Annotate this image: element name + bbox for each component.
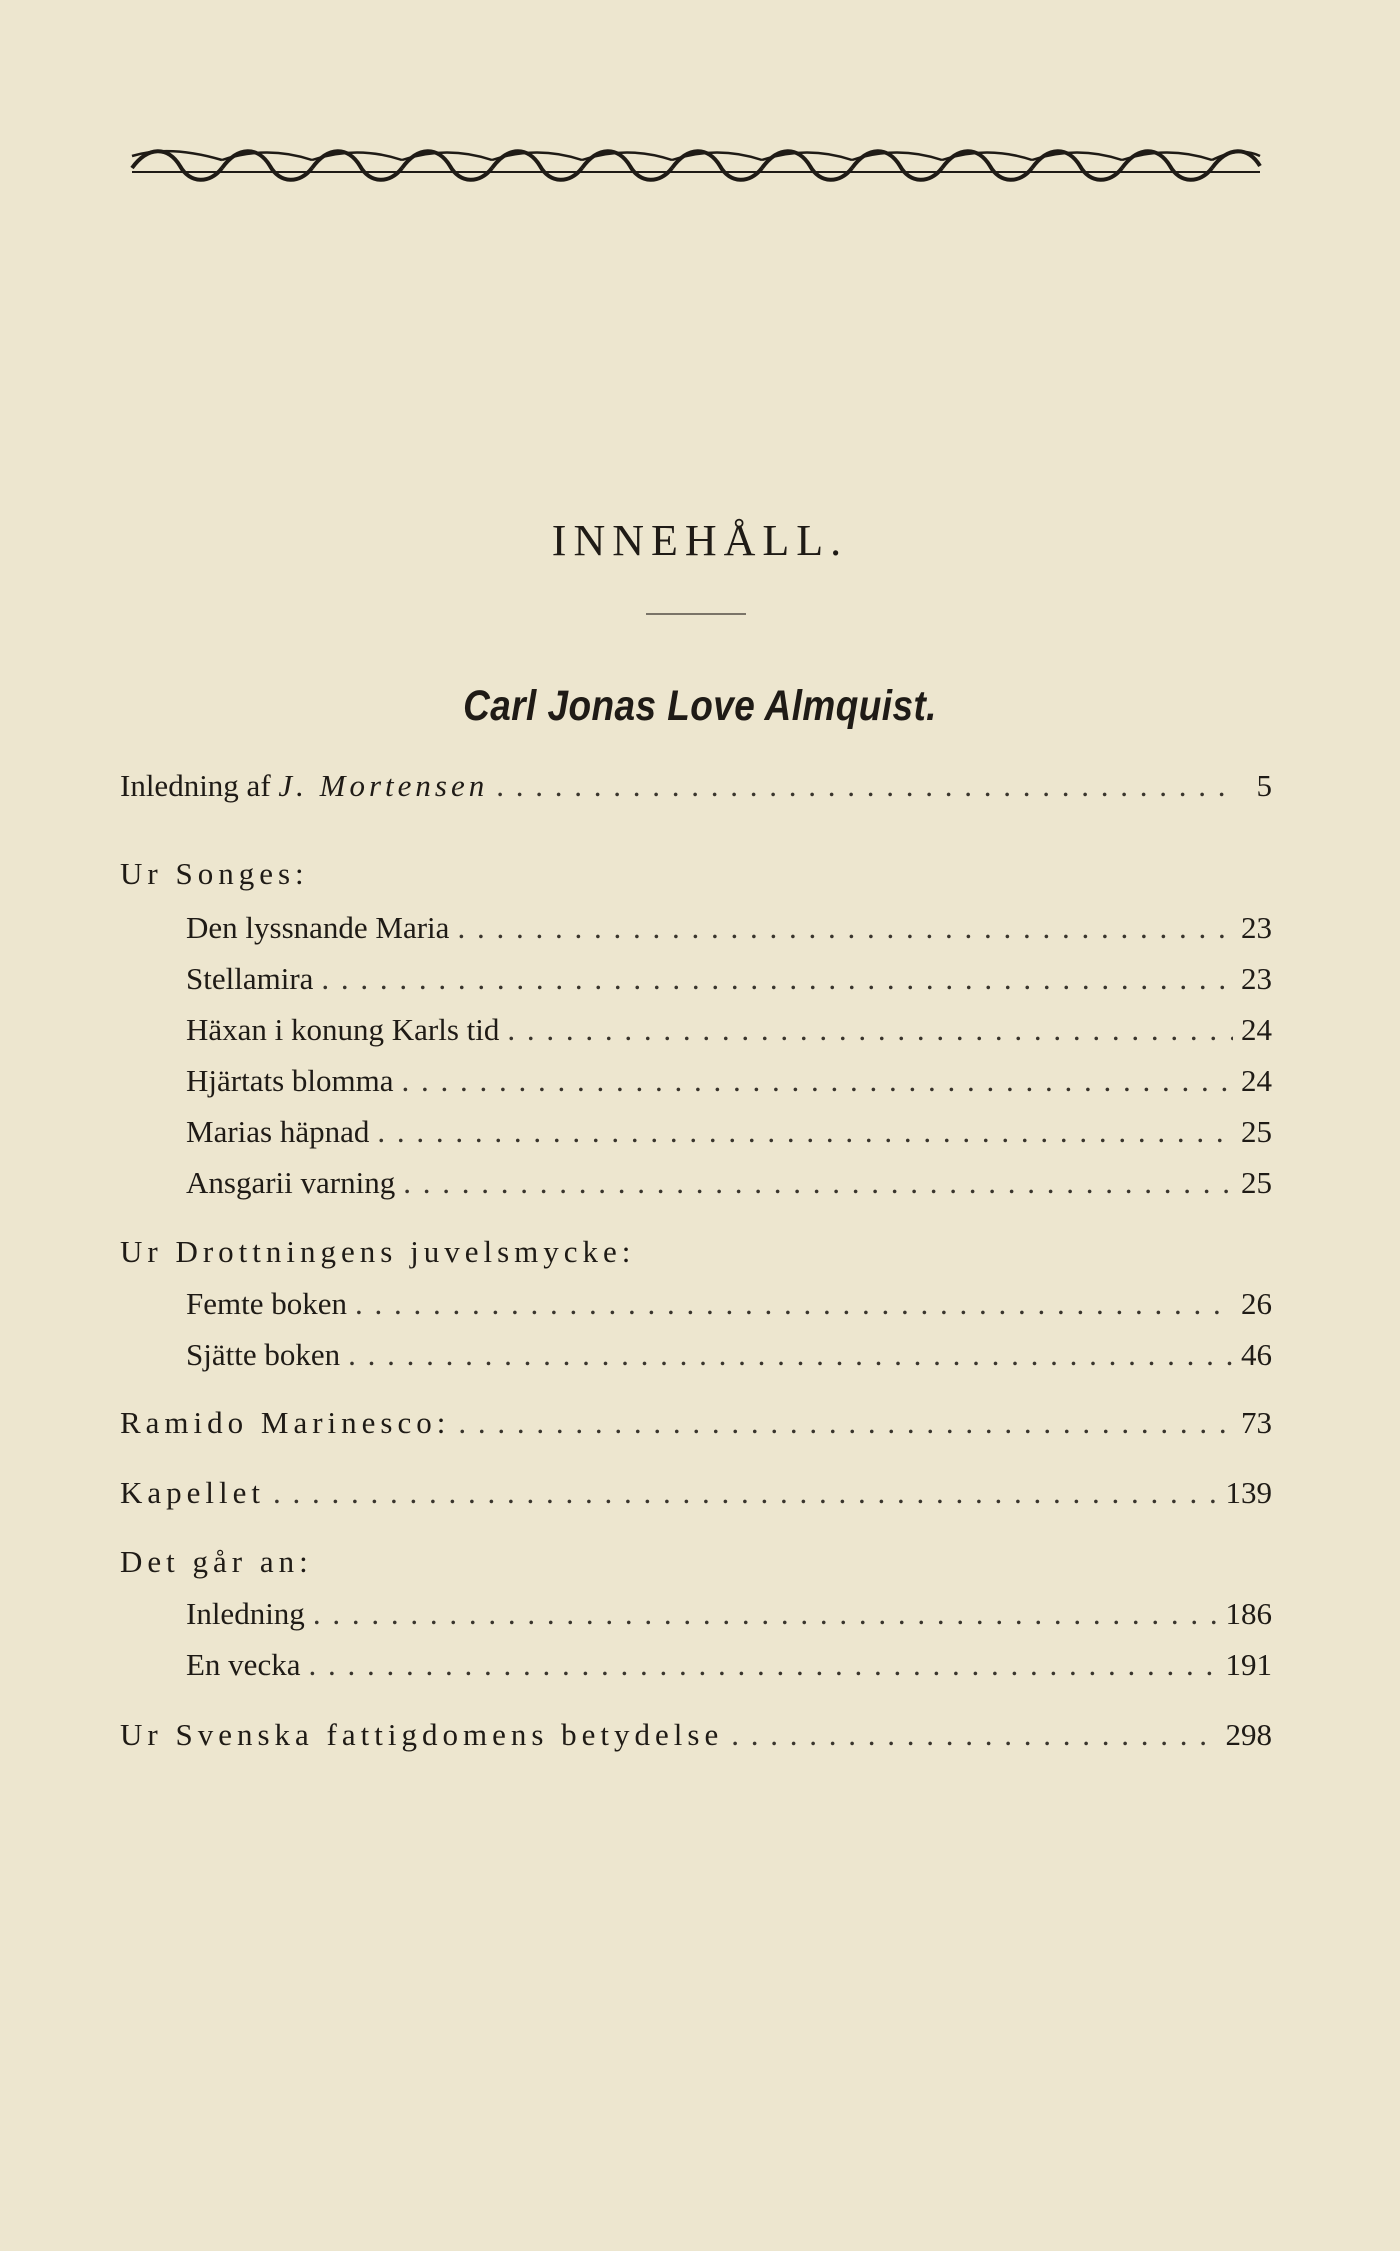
- decorative-border-ornament: [128, 138, 1264, 198]
- toc-page-number: 24: [1241, 1012, 1272, 1047]
- leader-dots: [377, 1114, 1233, 1150]
- toc-entry-label: Ur Svenska fattigdomens betydelse: [120, 1717, 724, 1752]
- toc-section-det-gar-an: Det går an:: [120, 1544, 313, 1579]
- toc-entry-label: Kapellet: [120, 1475, 266, 1510]
- toc-entry-svenska-fattigdomens-betydelse[interactable]: [120, 1717, 1272, 1757]
- toc-entry-label: Stellamira: [186, 961, 314, 996]
- toc-entry-label: Inledning: [186, 1596, 305, 1631]
- toc-page-number: 73: [1241, 1405, 1272, 1440]
- intro-label-prefix: Inledning af: [120, 768, 279, 803]
- toc-entry-ramido-marinesco[interactable]: [120, 1405, 1272, 1445]
- toc-page-number: 298: [1225, 1717, 1272, 1752]
- toc-entry-label: Ramido Marinesco:: [120, 1405, 451, 1440]
- leader-dots: [321, 961, 1233, 997]
- toc-page-number: 25: [1241, 1165, 1272, 1200]
- toc-page-number: 186: [1225, 1596, 1272, 1631]
- leader-dots: [458, 1405, 1233, 1441]
- toc-entry[interactable]: [186, 910, 1272, 950]
- leader-dots: [308, 1647, 1217, 1683]
- toc-entry-label: En vecka: [186, 1647, 301, 1682]
- toc-page-number: 23: [1241, 961, 1272, 996]
- toc-entry[interactable]: [186, 1165, 1272, 1205]
- leader-dots: [496, 768, 1234, 804]
- toc-entry-label: Hjärtats blomma: [186, 1063, 394, 1098]
- toc-entry[interactable]: [186, 1114, 1272, 1154]
- toc-entry-label: Sjätte boken: [186, 1337, 341, 1372]
- intro-label-author: J. Mortensen: [278, 768, 489, 803]
- toc-entry-label: Femte boken: [186, 1286, 347, 1321]
- toc-entry[interactable]: [186, 961, 1272, 1001]
- toc-entry[interactable]: [186, 1647, 1272, 1687]
- leader-dots: [457, 910, 1233, 946]
- leader-dots: [313, 1596, 1218, 1632]
- divider-rule: [646, 613, 746, 615]
- toc-section-ur-songes: Ur Songes:: [120, 856, 309, 891]
- author-heading: Carl Jonas Love Almquist.: [463, 682, 937, 730]
- leader-dots: [403, 1165, 1233, 1201]
- toc-page-number: 191: [1225, 1647, 1272, 1682]
- toc-entry[interactable]: [186, 1596, 1272, 1636]
- toc-section-drottningens-juvelsmycke: Ur Drottningens juvelsmycke:: [120, 1234, 636, 1269]
- toc-page-number: 25: [1241, 1114, 1272, 1149]
- page-title: INNEHÅLL.: [551, 516, 849, 565]
- toc-entry-label: [120, 768, 488, 804]
- toc-page-number: 23: [1241, 910, 1272, 945]
- toc-page-number: 5: [1256, 768, 1272, 803]
- leader-dots: [273, 1475, 1217, 1511]
- toc-entry-label: Häxan i konung Karls tid: [186, 1012, 500, 1047]
- toc-entry-kapellet[interactable]: [120, 1475, 1272, 1515]
- toc-entry[interactable]: [186, 1012, 1272, 1052]
- leader-dots: [731, 1717, 1217, 1753]
- toc-page-number: 24: [1241, 1063, 1272, 1098]
- toc-entry-label: Den lyssnande Maria: [186, 910, 450, 945]
- toc-entry[interactable]: [186, 1337, 1272, 1377]
- toc-page-number: 26: [1241, 1286, 1272, 1321]
- toc-page-number: 139: [1225, 1475, 1272, 1510]
- leader-dots: [348, 1337, 1233, 1373]
- leader-dots: [355, 1286, 1233, 1322]
- leader-dots: [401, 1063, 1233, 1099]
- toc-entry[interactable]: [186, 1286, 1272, 1326]
- toc-entry-label: Marias häpnad: [186, 1114, 370, 1149]
- toc-entry-label: Ansgarii varning: [186, 1165, 396, 1200]
- toc-entry-inledning-mortensen[interactable]: [120, 768, 1272, 808]
- toc-entry[interactable]: [186, 1063, 1272, 1103]
- leader-dots: [507, 1012, 1233, 1048]
- toc-page-number: 46: [1241, 1337, 1272, 1372]
